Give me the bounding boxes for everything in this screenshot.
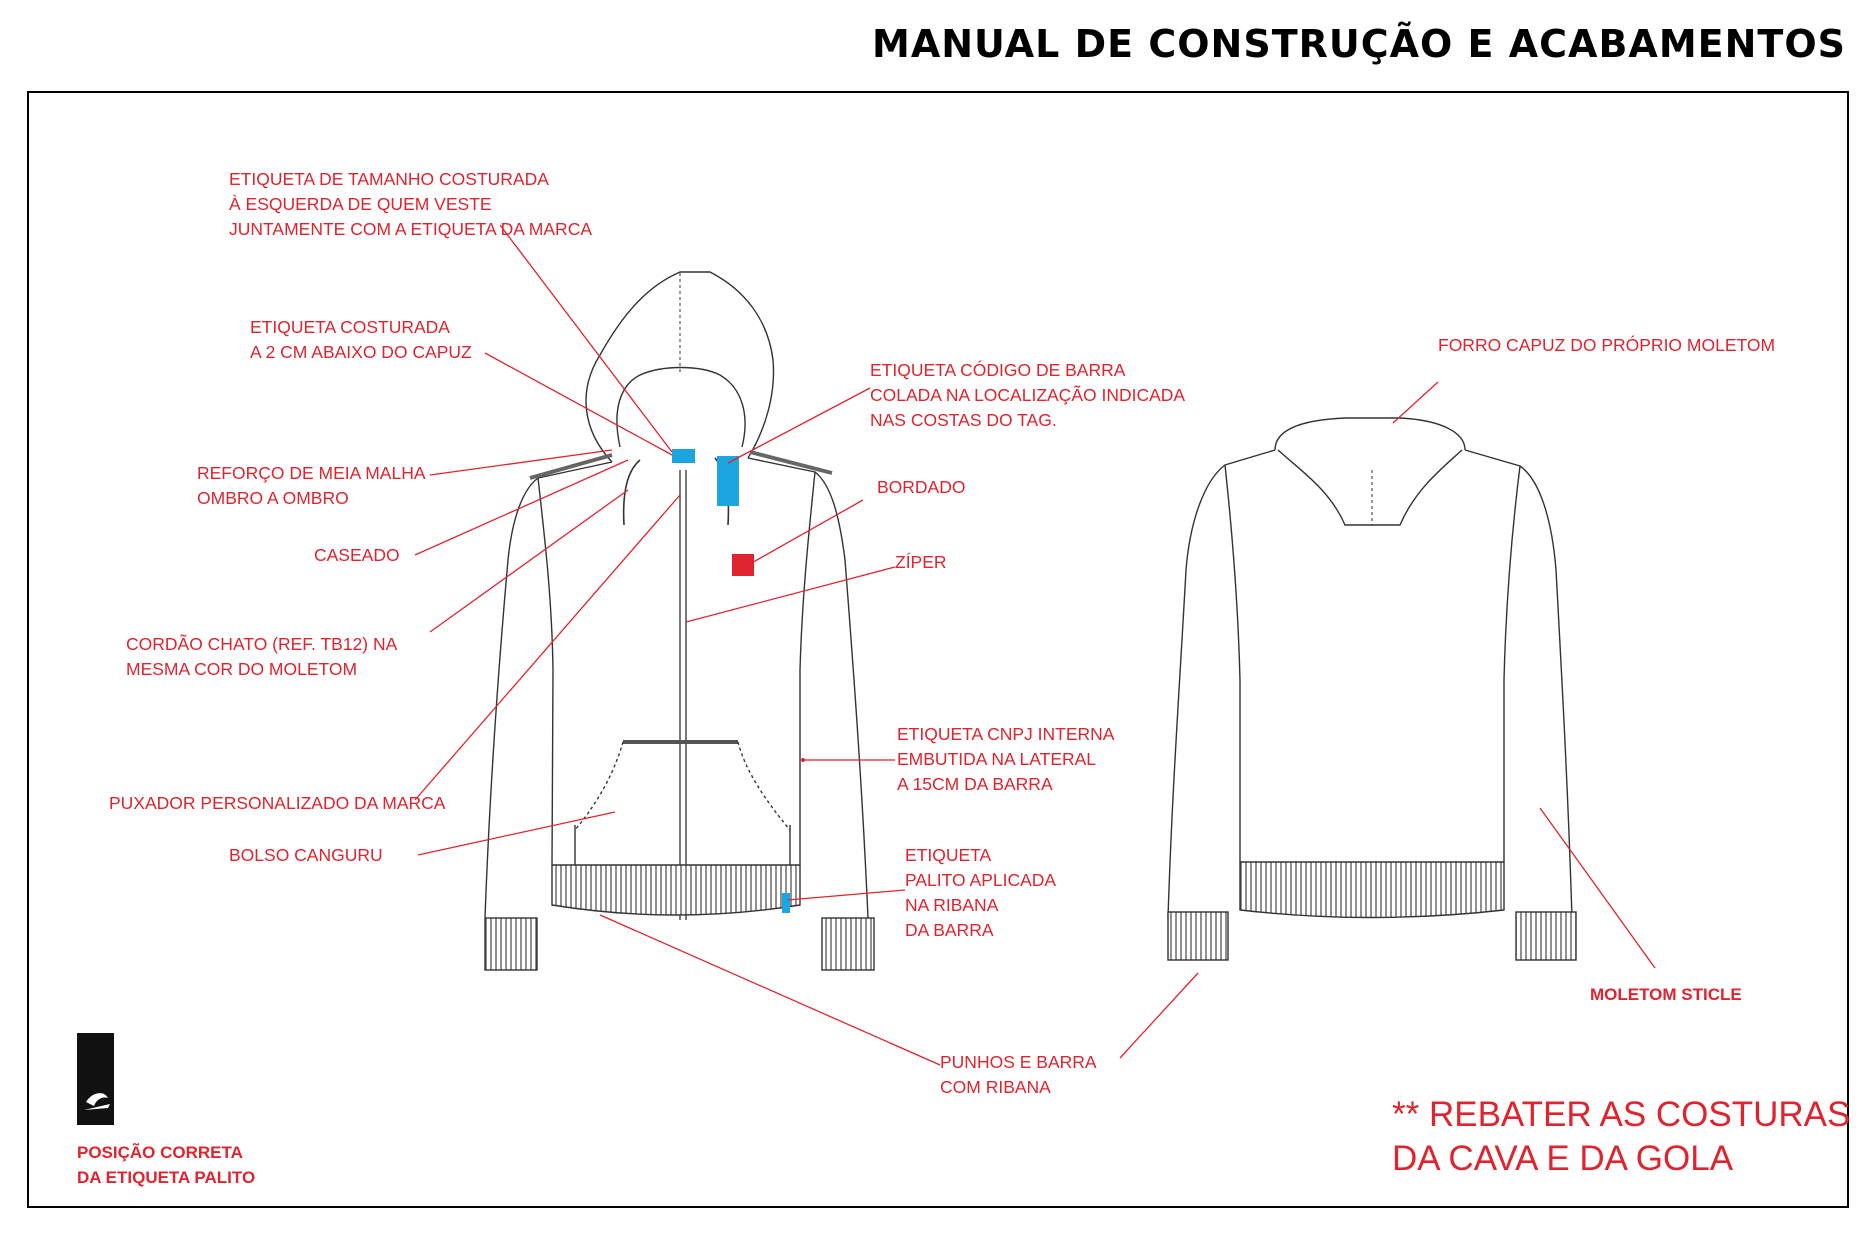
- label-size-tag: ETIQUETA DE TAMANHO COSTURADA À ESQUERDA DE QUEM VESTE JUNTAMENTE COM A ETIQUETA DA MARCA: [229, 169, 593, 239]
- label-cuffs-hem: PUNHOS E BARRA COM RIBANA: [940, 1052, 1097, 1097]
- stick-label-tag: [782, 893, 790, 913]
- label-kangaroo-pocket: BOLSO CANGURU: [229, 845, 383, 865]
- label-zipper-pull: PUXADOR PERSONALIZADO DA MARCA: [109, 793, 446, 813]
- embroidery-patch: [732, 554, 754, 576]
- label-hood-lining: FORRO CAPUZ DO PRÓPRIO MOLETOM: [1438, 335, 1776, 355]
- label-drawcord: CORDÃO CHATO (REF. TB12) NA MESMA COR DO MOLETOM: [126, 634, 398, 679]
- front-hoodie: [485, 272, 874, 970]
- label-shoulder-reinforcement: REFORÇO DE MEIA MALHA OMBRO A OMBRO: [197, 463, 426, 508]
- label-cnpj-tag: ETIQUETA CNPJ INTERNA EMBUTIDA NA LATERAL A 15CM DA BARRA: [897, 724, 1115, 794]
- seam-note: ** REBATER AS COSTURAS DA CAVA E DA GOLA: [1392, 1095, 1851, 1178]
- label-zipper: ZÍPER: [895, 552, 947, 572]
- label-sewn-tag: ETIQUETA COSTURADA A 2 CM ABAIXO DO CAPUZ: [250, 317, 472, 362]
- brand-logo-icon: [77, 1033, 114, 1125]
- label-stick-tag: ETIQUETA PALITO APLICADA NA RIBANA DA BARRA: [905, 845, 1057, 940]
- label-stick-tag-position: POSIÇÃO CORRETA DA ETIQUETA PALITO: [77, 1143, 256, 1187]
- label-embroidery: BORDADO: [877, 477, 966, 497]
- page-title: MANUAL DE CONSTRUÇÃO E ACABAMENTOS: [872, 22, 1846, 66]
- label-fabric: MOLETOM STICLE: [1590, 985, 1742, 1004]
- back-hoodie: [1168, 418, 1576, 960]
- barcode-label-tag: [717, 456, 739, 506]
- label-barcode-tag: ETIQUETA CÓDIGO DE BARRA COLADA NA LOCALIZAÇÃO INDICADA NAS COSTAS DO TAG.: [870, 360, 1186, 430]
- brand-size-label-tag: [672, 449, 695, 463]
- label-buttonhole: CASEADO: [314, 545, 400, 565]
